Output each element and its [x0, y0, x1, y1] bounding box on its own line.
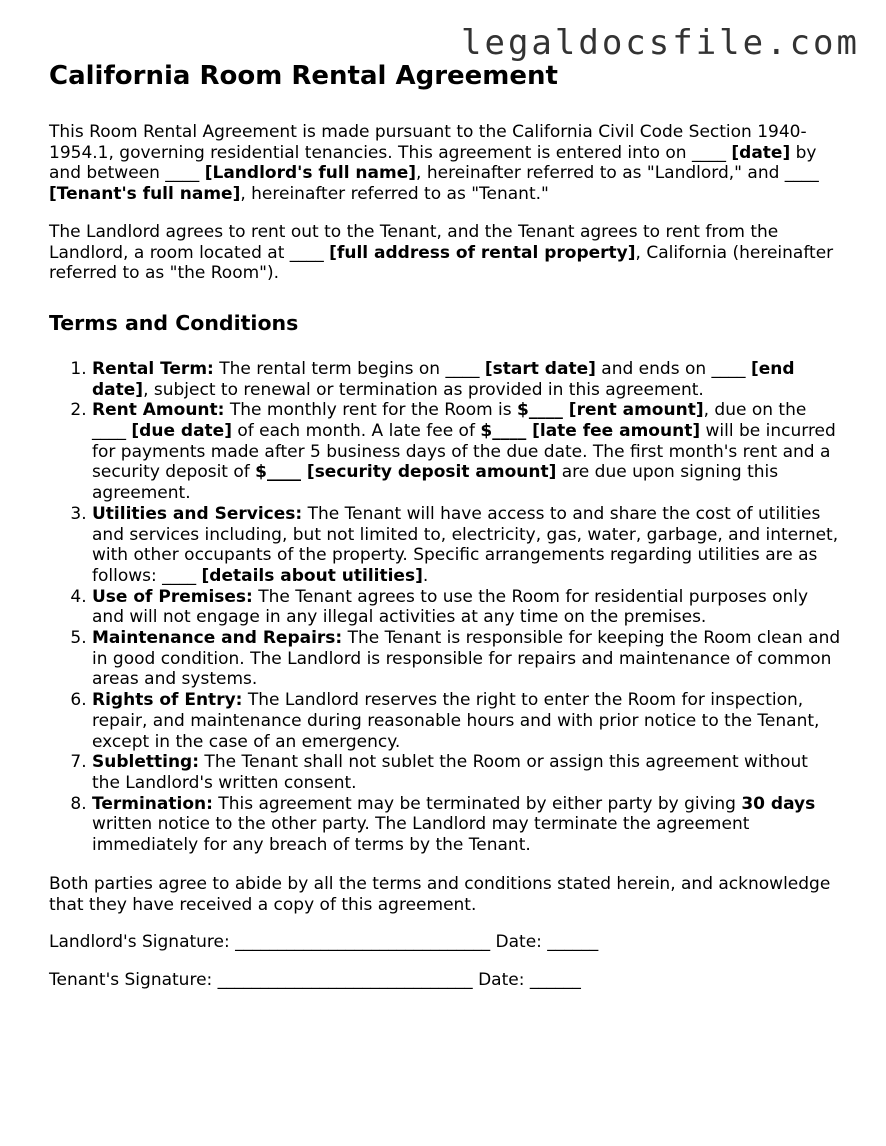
intro-text: The Landlord agrees to rent out to the Tenant, and the Tenant agrees to rent from the Landlord, a room located at ____ [49, 221, 779, 263]
term-text: This agreement may be terminated by either party by giving [212, 793, 742, 814]
term-text: written notice to the other party. The Landlord may terminate the agreement immediately for any breach of terms by the Tenant. [92, 814, 750, 856]
term-text: The monthly rent for the Room is [224, 400, 518, 421]
term-label: Maintenance and Repairs: [92, 628, 343, 649]
due-date-placeholder: [due date] [131, 421, 232, 442]
term-label: Termination: [92, 793, 213, 814]
term-subletting [92, 752, 841, 793]
term-text: The Landlord reserves the right to enter the Room for inspection, repair, and maintenance during reasonable hours and with prior notice to the Tenant, except in the case of an emergency. [92, 690, 820, 752]
landlord-signature-line: Landlord's Signature: ______________________________ Date: ______ [49, 932, 599, 953]
term-rent-amount [92, 400, 841, 504]
intro-text: , hereinafter referred to as "Tenant." [240, 184, 549, 205]
start-date-placeholder: [start date] [484, 358, 596, 379]
watermark: legaldocsfile.com [461, 23, 860, 63]
term-text: and ends on ____ [595, 358, 751, 379]
term-text: The Tenant is responsible for keeping the Room clean and in good condition. The Landlord is responsible for repairs and maintenance of common areas and systems. [92, 628, 841, 690]
date-placeholder: [date] [731, 142, 791, 163]
term-text: are due upon signing this agreement. [92, 462, 779, 504]
term-text: The Tenant will have access to and share the cost of utilities and services including, but not limited to, electricity, gas, water, garbage, and internet, with other occupants of the property. Specific arrangements regarding utilities are as follows: ____ [92, 503, 839, 586]
rent-amount-placeholder: $____ [rent amount] [517, 400, 704, 421]
address-placeholder: [full address of rental property] [329, 242, 636, 263]
intro-paragraph-parties [49, 122, 841, 205]
term-label: Rights of Entry: [92, 690, 243, 711]
landlord-name-placeholder: [Landlord's full name] [204, 163, 417, 184]
page-title: California Room Rental Agreement [49, 61, 558, 91]
intro-text: This Room Rental Agreement is made pursuant to the California Civil Code Section 1940-1954.1, governing residential tenancies. This agreement is entered into on ____ [49, 122, 807, 163]
closing-paragraph: Both parties agree to abide by all the terms and conditions stated herein, and acknowledge that they have received a copy of this agreement. [49, 873, 831, 915]
tenant-name-placeholder: [Tenant's full name] [49, 184, 241, 205]
tenant-signature-line: Tenant's Signature: ______________________________ Date: ______ [49, 969, 581, 990]
security-deposit-placeholder: $____ [security deposit amount] [255, 462, 557, 483]
term-text: , subject to renewal or termination as provided in this agreement. [143, 379, 704, 400]
document-page [49, 58, 841, 1008]
term-text: will be incurred for payments made after 5 business days of the due date. The first month's rent and a security deposit of [92, 421, 836, 483]
term-label: Use of Premises: [92, 586, 253, 607]
term-rights-of-entry [92, 690, 841, 752]
term-label: Subletting: [92, 752, 200, 773]
intro-paragraph-property [49, 222, 841, 284]
term-text: , due on the ____ [92, 400, 807, 442]
term-use-of-premises [92, 587, 841, 628]
term-rental-term [92, 359, 841, 400]
term-utilities [92, 504, 841, 587]
terms-list [49, 359, 841, 856]
term-label: Rent Amount: [92, 400, 225, 421]
term-label: Rental Term: [92, 358, 214, 379]
term-maintenance [92, 628, 841, 690]
intro-text: by and between ____ [49, 142, 817, 184]
term-termination [92, 794, 841, 856]
terms-heading: Terms and Conditions [49, 310, 299, 335]
term-text: The Tenant agrees to use the Room for residential purposes only and will not engage in any illegal activities at any time on the premises. [92, 586, 809, 628]
late-fee-placeholder: $____ [late fee amount] [480, 421, 701, 442]
term-text: of each month. A late fee of [231, 421, 481, 442]
intro-text: , hereinafter referred to as "Landlord," and ____ [416, 163, 819, 184]
end-date-placeholder: [end date] [92, 358, 795, 400]
term-text: . [422, 565, 429, 586]
term-text: The rental term begins on ____ [213, 358, 485, 379]
intro-text: , California (hereinafter referred to as "the Room"). [49, 242, 834, 284]
term-text: The Tenant shall not sublet the Room or assign this agreement without the Landlord's written consent. [92, 752, 808, 793]
utilities-details-placeholder: [details about utilities] [201, 565, 423, 586]
notice-period: 30 days [741, 793, 816, 814]
term-label: Utilities and Services: [92, 503, 303, 524]
